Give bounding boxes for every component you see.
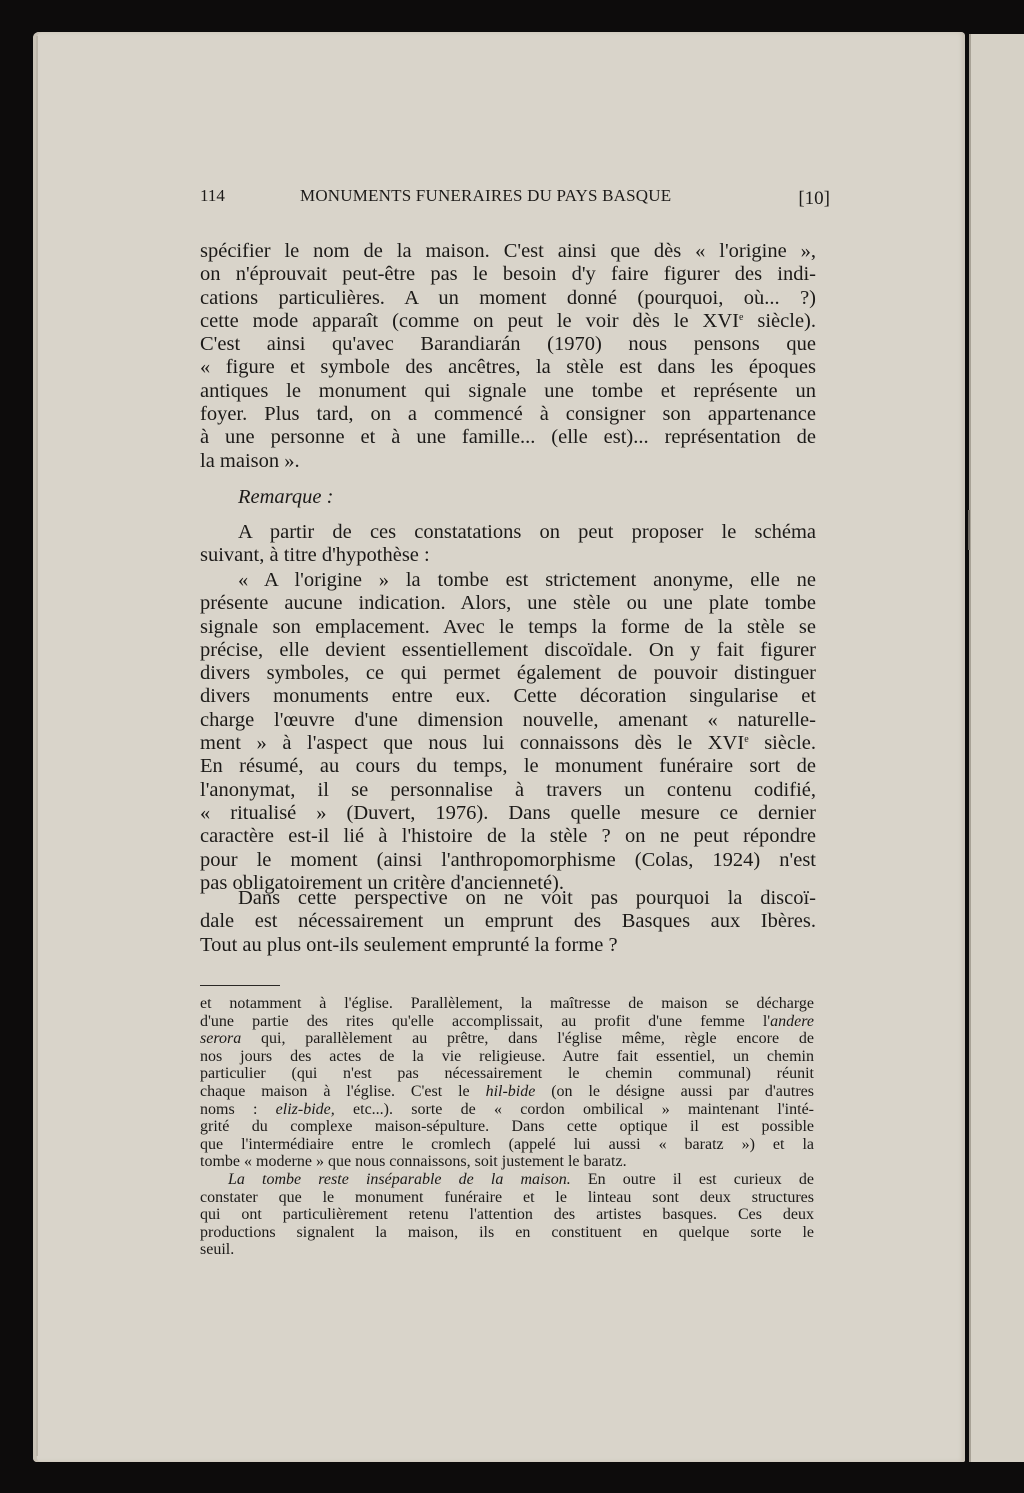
paragraph-1 — [200, 240, 816, 473]
text-line: présente aucune indication. Alors, une stèle ou une plate tombe — [200, 592, 816, 615]
text-line: signale son emplacement. Avec le temps la forme de la stèle se — [200, 615, 816, 638]
note-line: La tombe reste inséparable de la maison. En outre il est curieux de — [228, 1170, 814, 1188]
text-line: « A l'origine » la tombe est strictement anonyme, elle ne — [238, 569, 816, 591]
text-line: spécifier le nom de la maison. C'est ainsi que dès « l'origine », — [200, 240, 816, 262]
paragraph-2 — [200, 521, 816, 568]
gutter-mark — [968, 510, 970, 550]
note-line: que l'intermédiaire entre le cromlech (appelé lui aussi « baratz ») et la — [200, 1135, 814, 1153]
page-stack-edge — [36, 36, 38, 1456]
note-line: constater que le monument funéraire et le linteau sont deux structures — [200, 1188, 814, 1206]
text-line: précise, elle devient essentiellement discoïdale. On y fait figurer — [200, 638, 816, 661]
note-line: productions signalent la maison, ils en constituent en quelque sorte le — [200, 1223, 814, 1241]
note-line: chaque maison à l'église. C'est le hil-bide (on le désigne aussi par d'autres — [200, 1082, 815, 1100]
paragraph-3 — [200, 569, 816, 895]
text-line: pas obligatoirement un critère d'ancienneté). — [200, 871, 564, 894]
facing-page-edge — [969, 34, 1024, 1462]
text-line: cette mode apparaît (comme on peut le voir dès le XVIe siècle). — [200, 309, 816, 332]
running-header — [200, 186, 830, 210]
note-line: seuil. — [200, 1241, 235, 1259]
text-line: suivant, à titre d'hypothèse : — [200, 544, 430, 567]
text-line: charge l'œuvre d'une dimension nouvelle, amenant « naturelle- — [200, 708, 816, 731]
text-line: foyer. Plus tard, on a commencé à consigner son appartenance — [200, 403, 816, 426]
note-line: serora qui, parallèlement au prêtre, dans l'église même, règle encore de — [200, 1030, 814, 1048]
note-line: et notamment à l'église. Parallèlement, la maîtresse de maison se décharge — [200, 995, 814, 1012]
note-line: noms : eliz-bide, etc...). sorte de « cordon ombilical » maintenant l'inté- — [200, 1100, 814, 1118]
text-line: on n'éprouvait peut-être pas le besoin d'y faire figurer des indi- — [200, 263, 816, 286]
text-line: la maison ». — [200, 449, 300, 472]
paragraph-4 — [200, 887, 816, 957]
text-line: « ritualisé » (Duvert, 1976). Dans quelle mesure ce dernier — [200, 801, 816, 824]
text-line: Dans cette perspective on ne voit pas pourquoi la discoï- — [238, 887, 816, 909]
running-title: MONUMENTS FUNERAIRES DU PAYS BASQUE — [300, 186, 672, 205]
remark-heading: Remarque : — [238, 486, 334, 508]
text-line: à une personne et à une famille... (elle est)... représentation de — [200, 426, 816, 449]
text-line: pour le moment (ainsi l'anthropomorphisme (Colas, 1924) n'est — [200, 848, 816, 871]
footnote-rule — [200, 985, 280, 986]
note-line: tombe « moderne » que nous connaissons, soit justement le baratz. — [200, 1153, 627, 1171]
note-line: grité du complexe maison-sépulture. Dans cette optique il est possible — [200, 1118, 814, 1136]
text-line: divers monuments entre eux. Cette décoration singularise et — [200, 685, 816, 708]
section-number: [10] — [798, 188, 830, 209]
text-line: divers symboles, ce qui permet également de pouvoir distinguer — [200, 662, 816, 685]
text-line: antiques le monument qui signale une tombe et représente un — [200, 379, 816, 402]
page-number: 114 — [200, 186, 225, 205]
text-line: A partir de ces constatations on peut proposer le schéma — [238, 521, 816, 543]
note-line: d'une partie des rites qu'elle accomplissait, au profit d'une femme l'andere — [200, 1012, 814, 1030]
text-line: cations particulières. A un moment donné (pourquoi, où... ?) — [200, 286, 816, 309]
text-line: C'est ainsi qu'avec Barandiarán (1970) nous pensons que — [200, 333, 816, 356]
footnote — [200, 995, 814, 1259]
note-line: qui ont particulièrement retenu l'attention des artistes basques. Ces deux — [200, 1206, 814, 1224]
text-line: l'anonymat, il se personnalise à travers un contenu codifié, — [200, 778, 816, 801]
text-line: En résumé, au cours du temps, le monument funéraire sort de — [200, 755, 816, 778]
text-line: ment » à l'aspect que nous lui connaissons dès le XVIe siècle. — [200, 732, 816, 755]
note-line: particulier (qui n'est pas nécessairement le chemin communal) réunit — [200, 1065, 814, 1083]
text-line: « figure et symbole des ancêtres, la stèle est dans les époques — [200, 356, 816, 379]
text-line: caractère est-il lié à l'histoire de la stèle ? on ne peut répondre — [200, 825, 816, 848]
text-line: Tout au plus ont-ils seulement emprunté la forme ? — [200, 933, 618, 956]
note-line: nos jours des actes de la vie religieuse. Autre fait essentiel, un chemin — [200, 1047, 814, 1065]
text-line: dale est nécessairement un emprunt des Basques aux Ibères. — [200, 910, 816, 933]
